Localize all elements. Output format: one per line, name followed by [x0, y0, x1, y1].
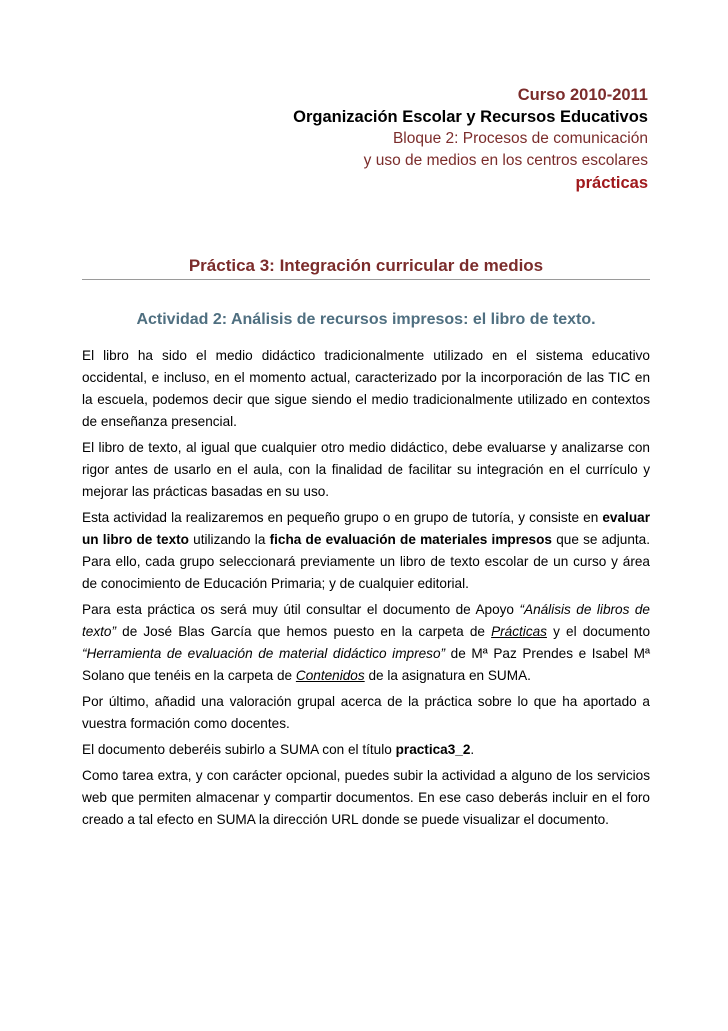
paragraph-activity [82, 507, 650, 595]
paragraph-resources [82, 599, 650, 687]
document-header [293, 84, 648, 194]
block-title-line2: y uso de medios en los centros escolares [363, 152, 648, 169]
paragraph-reflection: Por último, añadid una valoración grupal acerca de la práctica sobre lo que ha aportado a vuestra formación como docentes. [82, 694, 650, 731]
document-reference: “Herramienta de evaluación de material didáctico impreso” [82, 646, 446, 661]
title-divider [82, 279, 650, 280]
bold-segment: evaluar un libro de texto [82, 510, 650, 547]
activity-title: Actividad 2: Análisis de recursos impresos: el libro de texto. [136, 311, 596, 328]
text-segment: de Mª Paz Prendes e Isabel Mª Solano que tenéis en la carpeta de [82, 646, 650, 683]
text-segment: utilizando la [188, 532, 270, 547]
text-segment: El documento deberéis subirlo a SUMA con el título [82, 742, 396, 757]
document-body [82, 345, 650, 835]
text-segment: de José Blas García que hemos puesto en la carpeta de [116, 624, 492, 639]
text-segment: . [470, 742, 475, 757]
course-year: Curso 2010-2011 [517, 86, 648, 104]
contenidos-folder-link[interactable]: Contenidos [295, 668, 365, 683]
document-reference: “Análisis de libros de texto” [82, 602, 650, 639]
text-segment: y el documento [546, 624, 651, 639]
section-label: prácticas [575, 174, 648, 192]
paragraph-extra-task: Como tarea extra, y con carácter opcional, puedes subir la actividad a alguno de los servicios web que permiten almacenar y compartir documentos. En ese caso deberás incluir en el foro creado a tal efecto en SUMA la dirección URL donde se puede visualizar el documento. [82, 768, 650, 827]
block-title-line1: Bloque 2: Procesos de comunicación [392, 130, 648, 147]
paragraph-evaluation: El libro de texto, al igual que cualquier otro medio didáctico, debe evaluarse y analizarse con rigor antes de usarlo en el aula, con la finalidad de facilitar su integración en el currículo y mejorar las prácticas basadas en su uso. [82, 440, 650, 499]
text-segment: que se adjunta. Para ello, cada grupo seleccionará previamente un libro de texto escolar de un curso y área de conocimiento de Educación Primaria; y de cualquier editorial. [82, 532, 650, 591]
text-segment: Para esta práctica os será muy útil consultar el documento de Apoyo [82, 602, 520, 617]
practice-title: Práctica 3: Integración curricular de medios [188, 256, 544, 275]
practicas-folder-link[interactable]: Prácticas [491, 624, 547, 639]
text-segment: de la asignatura en SUMA. [364, 668, 531, 683]
file-title: practica3_2 [395, 742, 471, 757]
paragraph-submission [82, 739, 650, 761]
text-segment: Esta actividad la realizaremos en pequeño grupo o en grupo de tutoría, y consiste en [82, 510, 603, 525]
paragraph-intro: El libro ha sido el medio didáctico tradicionalmente utilizado en el sistema educativo occidental, e incluso, en el momento actual, caracterizado por la incorporación de las TIC en la escuela, podemos decir que sigue siendo el medio tradicionalmente utilizado en contextos de enseñanza presencial. [82, 348, 650, 429]
bold-segment: ficha de evaluación de materiales impresos [269, 532, 552, 547]
subject-name: Organización Escolar y Recursos Educativos [293, 108, 648, 126]
